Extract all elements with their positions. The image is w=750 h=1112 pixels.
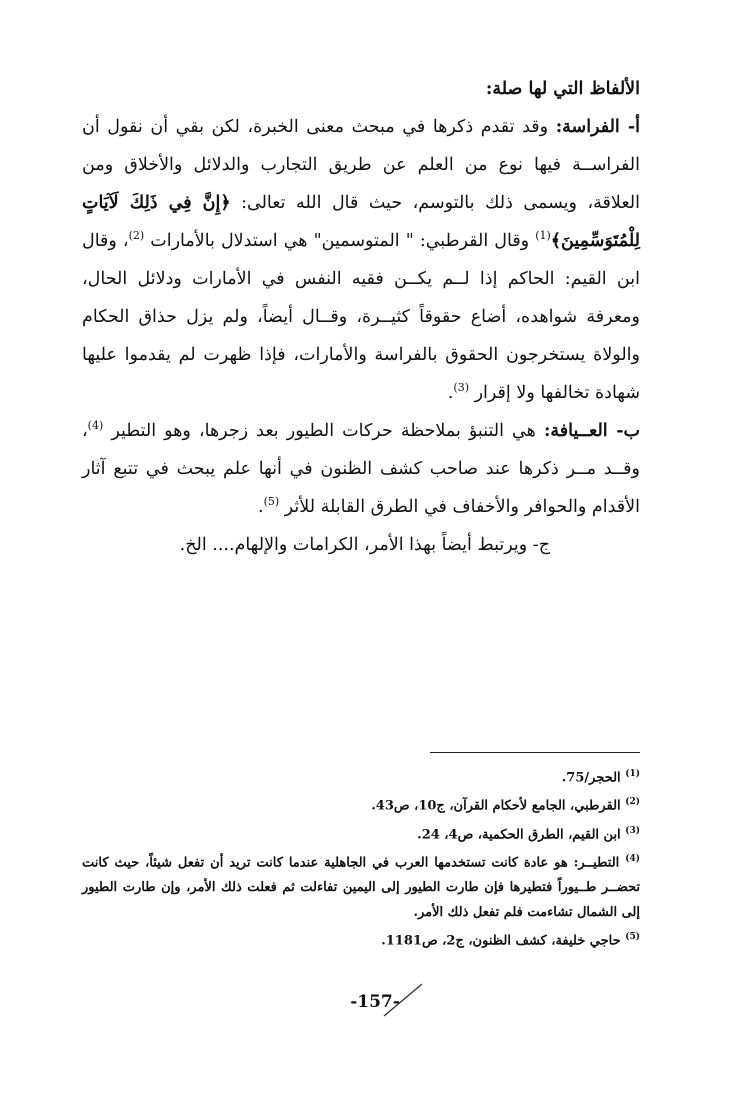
iyafa-text-1: هي التنبؤ بملاحظة حركات الطيور بعد زجرها، وهو التطير xyxy=(103,421,544,441)
paragraph-iyafa xyxy=(82,412,640,526)
main-text xyxy=(82,70,640,564)
firasa-text-2: وقال القرطبي: " المتوسمين" هي استدلال بالأمارات xyxy=(144,231,536,251)
footnote-number: (2) xyxy=(625,797,640,808)
footnote-2 xyxy=(82,790,640,818)
footnote-text: حاجي خليفة، كشف الظنون، ج2، ص1181. xyxy=(381,933,626,949)
footnotes xyxy=(82,762,640,954)
footnote-ref-5[interactable]: (5) xyxy=(263,495,280,509)
term-iyafa: ب- العــيافة: xyxy=(543,421,640,441)
footnote-ref-3[interactable]: (3) xyxy=(453,381,470,395)
firasa-text-4: . xyxy=(447,383,454,403)
footnote-number: (1) xyxy=(625,769,640,779)
paragraph-firasa xyxy=(82,108,640,412)
firasa-text-3: ، وقال ابن القيم: الحاكم إذا لــم يكــن فقيه النفس في الأمارات ودلائل الحال، ومعرفة شواهده، أضاع حقوقاً كثيــرة، وقــال أيضاً، ولم يزل حذاق الحكام والولاة يستخرجون الحقوق بالفراسة والأمارات، فإذا ظهرت لم يقدموا عليها شهادة تخالفها ولا إقرار xyxy=(82,231,640,403)
footnote-text: الحجر/75. xyxy=(561,770,626,786)
footnote-ref-2[interactable]: (2) xyxy=(128,229,145,243)
quran-verse: ﴿إِنَّ فِي ذَلِكَ لَآيَاتٍ لِلْمُتَوَسِّمِينَ﴾ xyxy=(82,193,640,251)
page-number: -157- xyxy=(350,992,400,1012)
footnote-text: التطيــر: هو عادة كانت تستخدمها العرب في الجاهلية عندما كانت تريد أن تفعل شيئاً، حيث كانت تحضــر طــيوراً فتطيرها فإن طارت الطيور إلى اليمين تفاءلت ثم فعلت ذلك الأمر، وإن طارت الطيور إلى الشمال تشاءمت فلم تفعل ذلك الأمر. xyxy=(82,855,640,921)
footnote-3 xyxy=(82,819,640,847)
section-heading: الألفاظ التي لها صلة: xyxy=(485,79,640,99)
term-firasa: أ- الفراسة: xyxy=(555,117,640,137)
footnote-text: القرطبي، الجامع لأحكام القرآن، ج10، ص43. xyxy=(371,798,626,814)
iyafa-text-2: ، وقــد مــر ذكرها عند صاحب كشف الظنون في أنها علم يبحث في تتبع آثار الأقدام والحوافر والأخفاف في الطرق القابلة للأثر xyxy=(82,421,640,517)
footnote-5 xyxy=(82,925,640,953)
paragraph-karamat: ج- ويرتبط أيضاً بهذا الأمر، الكرامات والإلهام.... الخ. xyxy=(179,535,550,555)
footnote-1 xyxy=(82,762,640,790)
footnote-ref-1[interactable]: (1) xyxy=(535,229,551,243)
footnote-number: (3) xyxy=(625,825,640,836)
firasa-text-1: وقد تقدم ذكرها في مبحث معنى الخبرة، لكن بقي أن نقول أن الفراســة فيها نوع من العلم عن طريق التجارب والدلائل والأخلاق ومن العلاقة، ويسمى ذلك بالتوسم، حيث قال الله تعالى: xyxy=(82,117,640,213)
footnote-text: ابن القيم، الطرق الحكمية، ص4، 24. xyxy=(417,826,626,842)
footnote-number: (5) xyxy=(625,932,640,943)
footnote-ref-4[interactable]: (4) xyxy=(87,419,104,433)
footnote-4 xyxy=(82,847,640,925)
footnote-divider xyxy=(430,752,640,753)
iyafa-text-3: . xyxy=(258,497,264,517)
footnote-number: (4) xyxy=(625,853,640,864)
